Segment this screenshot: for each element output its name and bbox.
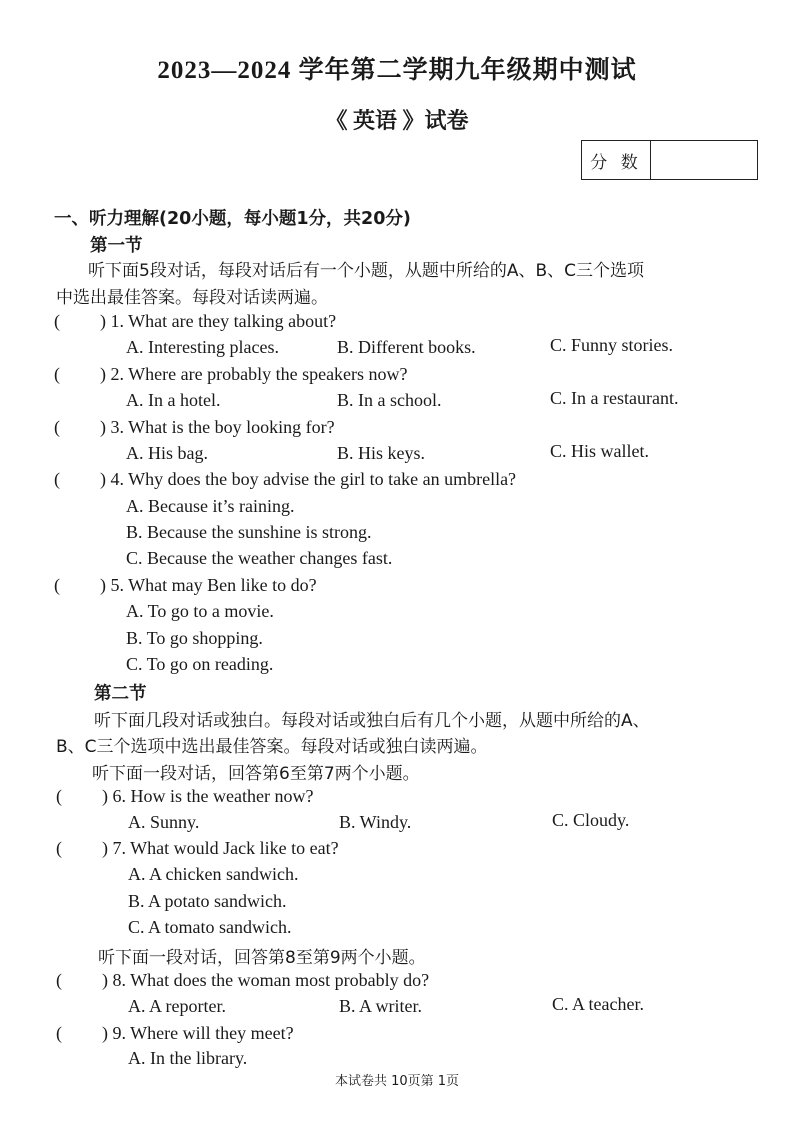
option-c: C. A teacher. <box>552 994 644 1014</box>
option-b: B. In a school. <box>337 390 442 410</box>
instruction-text: 听下面5段对话，每段对话后有一个小题，从题中所给的A、B、C三个选项 <box>88 261 644 281</box>
answer-paren[interactable]: ( <box>54 469 60 489</box>
option-a: A. To go to a movie. <box>126 601 274 621</box>
option-a: A. Sunny. <box>128 812 200 832</box>
option-a: A. Interesting places. <box>126 337 279 357</box>
page-footer: 本试卷共 10页第 1页 <box>334 1074 460 1089</box>
answer-paren[interactable]: ( <box>54 364 60 384</box>
option-c: C. Cloudy. <box>552 810 630 830</box>
option-a: A. Because it’s raining. <box>126 496 295 516</box>
sub-instruction: 听下面一段对话，回答第6至第7两个小题。 <box>92 764 420 784</box>
answer-paren[interactable]: ( <box>56 838 62 858</box>
score-label: 分 数 <box>582 141 651 179</box>
answer-paren[interactable]: ( <box>56 970 62 990</box>
score-box <box>581 140 758 180</box>
section-heading: 一、听力理解(20小题，每小题1分，共20分) <box>54 209 411 229</box>
option-b: B. His keys. <box>337 443 426 463</box>
option-c: C. Funny stories. <box>550 335 674 355</box>
answer-paren[interactable]: ( <box>56 1023 62 1043</box>
option-b: B. To go shopping. <box>126 628 263 648</box>
option-c: C. In a restaurant. <box>550 388 679 408</box>
sub-instruction: 听下面一段对话，回答第8至第9两个小题。 <box>98 948 426 968</box>
question-stem: ) 5. What may Ben like to do? <box>100 575 317 595</box>
option-a: A. In the library. <box>128 1048 248 1068</box>
option-c: C. His wallet. <box>550 441 649 461</box>
option-b: B. Different books. <box>337 337 476 357</box>
option-a: A. His bag. <box>126 443 208 463</box>
question-stem: ) 8. What does the woman most probably do? <box>102 970 430 990</box>
answer-paren[interactable]: ( <box>56 786 62 806</box>
instruction-text: 中选出最佳答案。每段对话读两遍。 <box>56 288 328 308</box>
part-label: 第一节 <box>90 236 143 256</box>
instruction-text: B、C三个选项中选出最佳答案。每段对话或独白读两遍。 <box>56 737 488 757</box>
instruction-text: 听下面几段对话或独白。每段对话或独白后有几个小题，从题中所给的A、 <box>94 711 650 731</box>
option-b: B. A writer. <box>339 996 423 1016</box>
question-stem: ) 3. What is the boy looking for? <box>100 417 335 437</box>
answer-paren[interactable]: ( <box>54 575 60 595</box>
exam-subtitle: 《 英语 》试卷 <box>325 108 469 133</box>
option-c: C. A tomato sandwich. <box>128 917 292 937</box>
option-b: B. Windy. <box>339 812 412 832</box>
part-label: 第二节 <box>94 684 147 704</box>
option-a: A. A reporter. <box>128 996 226 1016</box>
question-stem: ) 2. Where are probably the speakers now? <box>100 364 408 384</box>
option-b: B. A potato sandwich. <box>128 891 287 911</box>
question-stem: ) 9. Where will they meet? <box>102 1023 294 1043</box>
question-stem: ) 1. What are they talking about? <box>100 311 337 331</box>
question-stem: ) 7. What would Jack like to eat? <box>102 838 339 858</box>
option-b: B. Because the sunshine is strong. <box>126 522 372 542</box>
option-a: A. In a hotel. <box>126 390 221 410</box>
question-stem: ) 6. How is the weather now? <box>102 786 314 806</box>
question-stem: ) 4. Why does the boy advise the girl to take an umbrella? <box>100 469 517 489</box>
score-field[interactable] <box>651 141 757 179</box>
option-c: C. Because the weather changes fast. <box>126 548 393 568</box>
exam-title: 2023—2024 学年第二学期九年级期中测试 <box>157 57 637 84</box>
answer-paren[interactable]: ( <box>54 417 60 437</box>
option-c: C. To go on reading. <box>126 654 274 674</box>
option-a: A. A chicken sandwich. <box>128 864 299 884</box>
answer-paren[interactable]: ( <box>54 311 60 331</box>
